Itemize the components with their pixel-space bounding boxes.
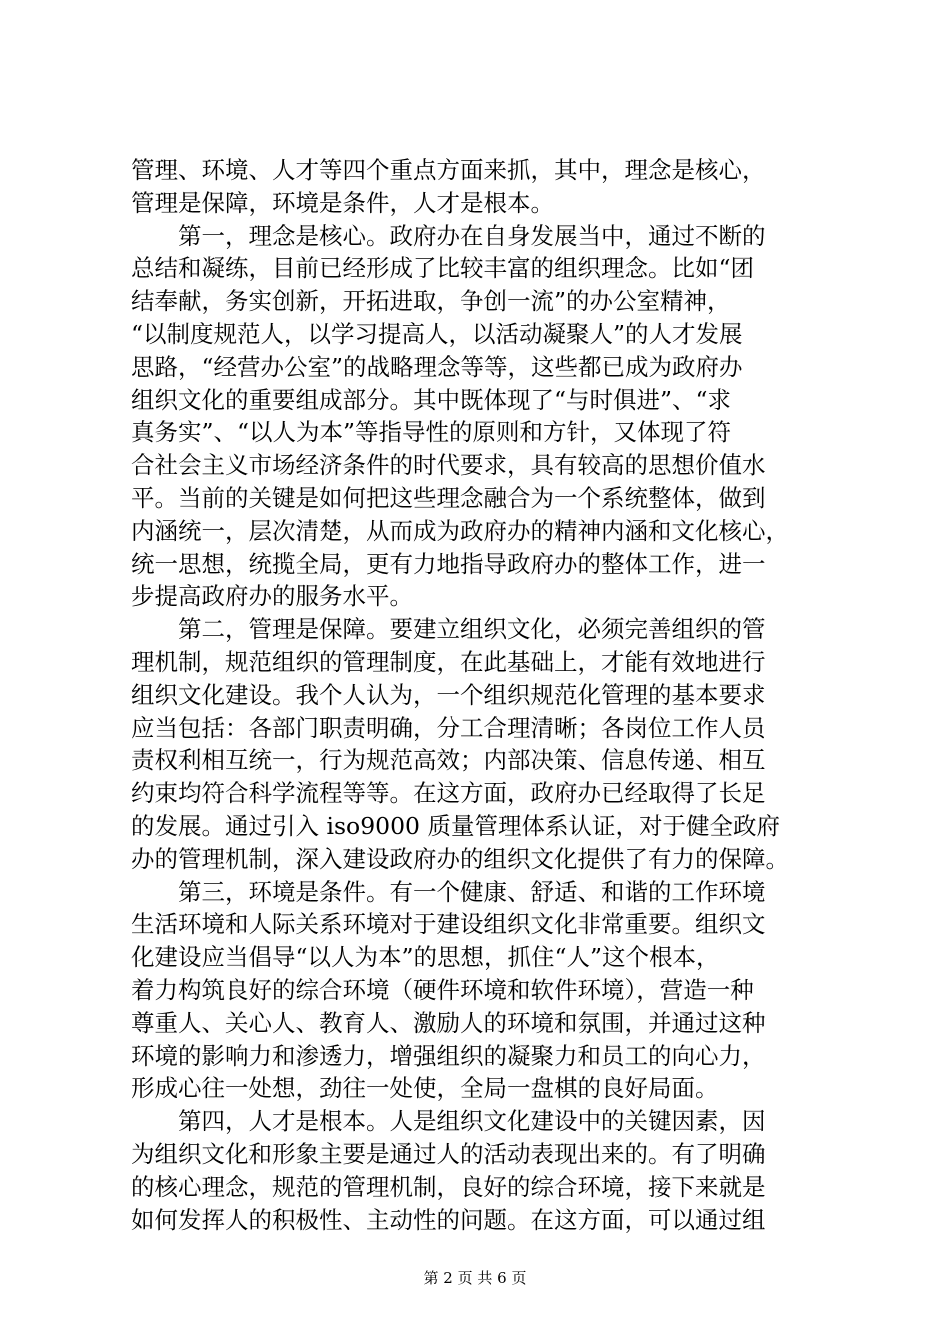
text-line: 的核心理念，规范的管理机制，良好的综合环境，接下来就是 <box>131 1172 766 1201</box>
text-line: 思路，“经营办公室”的战略理念等等，这些都已成为政府办 <box>131 352 743 381</box>
text-line: 真务实”、“以人为本”等指导性的原则和方针，又体现了符 <box>131 418 732 447</box>
text-line: 第一，理念是核心。政府办在自身发展当中，通过不断的 <box>178 221 766 250</box>
page-footer: 第 2 页 共 6 页 <box>423 1269 527 1287</box>
text-line: 的发展。通过引入 iso9000 质量管理体系认证，对于健全政府 <box>131 811 780 840</box>
text-line: 化建设应当倡导“以人为本”的思想，抓住“人”这个根本， <box>131 943 720 972</box>
text-line: 第二，管理是保障。要建立组织文化，必须完善组织的管 <box>178 615 766 644</box>
text-line: “以制度规范人，以学习提高人，以活动凝聚人”的人才发展 <box>131 319 743 348</box>
text-line: 形成心往一处想，劲往一处使，全局一盘棋的良好局面。 <box>131 1074 719 1103</box>
text-line: 平。当前的关键是如何把这些理念融合为一个系统整体，做到 <box>131 483 766 512</box>
text-line: 合社会主义市场经济条件的时代要求，具有较高的思想价值水 <box>131 451 766 480</box>
text-line: 理机制，规范组织的管理制度，在此基础上，才能有效地进行 <box>131 647 766 676</box>
text-line: 统一思想，统揽全局，更有力地指导政府办的整体工作，进一 <box>131 549 766 578</box>
text-line: 结奉献，务实创新，开拓进取，争创一流”的办公室精神， <box>131 287 731 316</box>
text-line: 约束均符合科学流程等等。在这方面，政府办已经取得了长足 <box>131 779 766 808</box>
text-line: 如何发挥人的积极性、主动性的问题。在这方面，可以通过组 <box>131 1205 766 1234</box>
text-line: 生活环境和人际关系环境对于建设组织文化非常重要。组织文 <box>131 910 766 939</box>
text-line: 组织文化的重要组成部分。其中既体现了“与时俱进”、“求 <box>131 385 732 414</box>
text-line: 环境的影响力和渗透力，增强组织的凝聚力和员工的向心力， <box>131 1041 766 1070</box>
text-line: 尊重人、关心人、教育人、激励人的环境和氛围，并通过这种 <box>131 1008 766 1037</box>
text-line: 内涵统一，层次清楚，从而成为政府办的精神内涵和文化核心， <box>131 516 789 545</box>
text-line: 第四，人才是根本。人是组织文化建设中的关键因素，因 <box>178 1107 766 1136</box>
text-line: 应当包括：各部门职责明确，分工合理清晰；各岗位工作人员 <box>131 713 766 742</box>
text-line: 管理是保障，环境是条件，人才是根本。 <box>131 188 554 217</box>
text-line: 为组织文化和形象主要是通过人的活动表现出来的。有了明确 <box>131 1139 766 1168</box>
text-line: 办的管理机制，深入建设政府办的组织文化提供了有力的保障。 <box>131 844 789 873</box>
text-line: 组织文化建设。我个人认为，一个组织规范化管理的基本要求 <box>131 680 766 709</box>
text-line: 管理、环境、人才等四个重点方面来抓，其中，理念是核心， <box>131 156 766 184</box>
text-line: 步提高政府办的服务水平。 <box>131 582 413 611</box>
text-line: 责权利相互统一，行为规范高效；内部决策、信息传递、相互 <box>131 746 766 775</box>
text-line: 总结和凝练，目前已经形成了比较丰富的组织理念。比如“团 <box>131 254 755 283</box>
text-line: 着力构筑良好的综合环境（硬件环境和软件环境），营造一种 <box>131 975 754 1004</box>
text-line: 第三，环境是条件。有一个健康、舒适、和谐的工作环境 <box>178 877 766 906</box>
body-text <box>131 154 831 1236</box>
